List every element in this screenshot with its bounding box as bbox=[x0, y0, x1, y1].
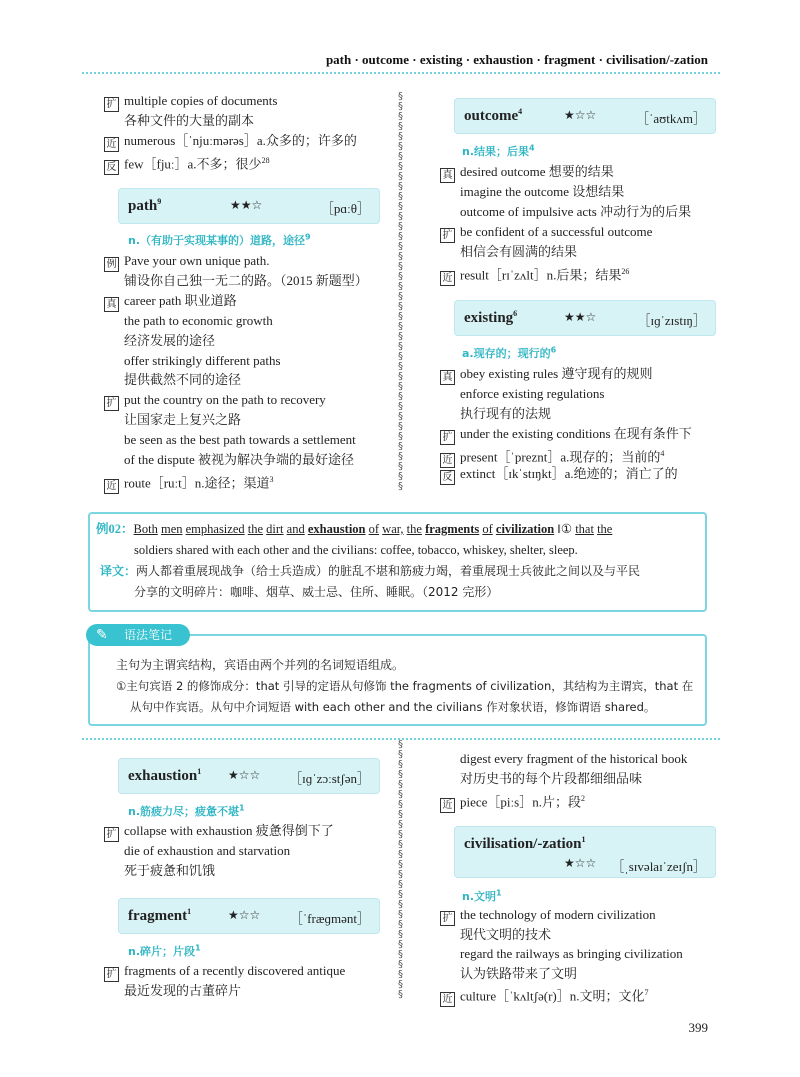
separator-glyph: § bbox=[398, 211, 403, 222]
separator-glyph: § bbox=[398, 869, 403, 880]
entry-line bbox=[440, 163, 614, 183]
entry-line bbox=[440, 945, 683, 963]
separator-glyph: § bbox=[398, 341, 403, 352]
entry-tag: 扩 bbox=[440, 228, 455, 243]
entry-line bbox=[440, 405, 551, 423]
part-of-speech-fragment: n.碎片；片段$^1$ bbox=[128, 943, 201, 958]
word-box-fragment bbox=[118, 898, 380, 934]
separator-glyph: § bbox=[398, 769, 403, 780]
separator-glyph: § bbox=[398, 141, 403, 152]
entry-line bbox=[440, 965, 577, 983]
section-divider bbox=[82, 738, 720, 740]
entry-line bbox=[104, 862, 215, 880]
phonetic: ［ɪɡˈzɪstɪŋ］ bbox=[637, 313, 706, 328]
word-title: fragment$^1$ bbox=[128, 907, 192, 924]
separator-glyph: § bbox=[398, 91, 403, 102]
entry-line bbox=[440, 425, 692, 445]
separator-glyph: § bbox=[398, 799, 403, 810]
grammar-note-tab: ✎ 语法笔记 bbox=[86, 624, 190, 646]
entry-line bbox=[104, 431, 356, 449]
entry-text: extinct［ɪkˈstɪŋkt］a.绝迹的；消亡了的 bbox=[460, 466, 678, 481]
entry-text: offer strikingly different paths bbox=[124, 352, 281, 368]
word-title: path$^9$ bbox=[128, 197, 162, 214]
separator-glyph: § bbox=[398, 311, 403, 322]
entry-text: 对历史书的每个片段都细细品味 bbox=[460, 771, 643, 786]
entry-text: 让国家走上复兴之路 bbox=[124, 412, 242, 428]
entry-text: 现代文明的技术 bbox=[460, 926, 552, 942]
entry-superscript: 26 bbox=[621, 267, 630, 276]
entry-text: culture［ˈkʌltʃə(r)］n.文明；文化 bbox=[460, 988, 645, 1004]
entry-text: be confident of a successful outcome bbox=[460, 224, 653, 239]
entry-text: fragments of a recently discovered antique bbox=[124, 963, 346, 978]
separator-glyph: § bbox=[398, 909, 403, 920]
separator-glyph: § bbox=[398, 809, 403, 820]
separator-glyph: § bbox=[398, 481, 403, 492]
separator-glyph: § bbox=[398, 291, 403, 302]
separator-glyph: § bbox=[398, 301, 403, 312]
column-separator-bottom bbox=[398, 740, 406, 1000]
example-translation-line-2: 分享的文明碎片：咖啡、烟草、威士忌、住所、睡眠。（2012 完形） bbox=[134, 585, 499, 599]
entry-text: desired outcome 想要的结果 bbox=[460, 164, 614, 179]
entry-text: under the existing conditions 在现有条件下 bbox=[460, 426, 692, 441]
separator-glyph: § bbox=[398, 839, 403, 850]
entry-line bbox=[440, 926, 551, 944]
separator-glyph: § bbox=[398, 979, 403, 990]
example-translation-line-1: 译文：两人都着重展现战争（给士兵造成）的脏乱不堪和筋疲力竭，着重展现士兵彼此之间以及与平民 bbox=[100, 564, 641, 578]
separator-glyph: § bbox=[398, 331, 403, 342]
entry-text: enforce existing regulations bbox=[460, 386, 605, 401]
entry-line bbox=[104, 962, 345, 982]
separator-glyph: § bbox=[398, 281, 403, 292]
separator-glyph: § bbox=[398, 221, 403, 232]
entry-line bbox=[440, 984, 648, 1007]
word-box-civilisation bbox=[454, 826, 716, 878]
star-rating: ★☆☆ bbox=[228, 768, 261, 782]
entry-line bbox=[104, 471, 274, 494]
entry-text: 认为铁路带来了文明 bbox=[460, 965, 578, 981]
entry-text: the technology of modern civilization bbox=[460, 907, 656, 922]
separator-glyph: § bbox=[398, 759, 403, 770]
entry-text: route［ruːt］n.途径；渠道 bbox=[124, 475, 270, 491]
entry-line bbox=[440, 465, 678, 485]
entry-text: collapse with exhaustion 疲惫得倒下了 bbox=[124, 823, 334, 838]
entry-line bbox=[440, 790, 585, 813]
page-number: 399 bbox=[688, 1020, 708, 1035]
word-box-outcome bbox=[454, 98, 716, 134]
star-rating: ★★☆ bbox=[564, 310, 597, 324]
entry-line bbox=[440, 365, 652, 385]
entry-tag: 真 bbox=[440, 168, 455, 183]
entry-superscript: 4 bbox=[660, 449, 665, 458]
entry-text: few［fjuː］a.不多；很少 bbox=[124, 156, 262, 172]
entry-line bbox=[104, 451, 354, 469]
entry-superscript: 7 bbox=[644, 988, 649, 997]
entry-tag: 例 bbox=[104, 257, 119, 272]
entry-tag: 扩 bbox=[104, 97, 119, 112]
phonetic: ［ˈaʊtkʌm］ bbox=[636, 111, 706, 126]
entry-text: put the country on the path to recovery bbox=[124, 392, 326, 408]
entry-text: result［rɪˈzʌlt］n.后果；结果 bbox=[460, 267, 622, 283]
phonetic: ［pɑːθ］ bbox=[320, 201, 370, 216]
separator-glyph: § bbox=[398, 251, 403, 262]
separator-glyph: § bbox=[398, 131, 403, 142]
separator-glyph: § bbox=[398, 431, 403, 442]
phonetic: ［ˈfræɡmənt］ bbox=[289, 911, 370, 926]
word-box-exhaustion bbox=[118, 758, 380, 794]
word-box-path bbox=[118, 188, 380, 224]
star-rating: ★★☆ bbox=[230, 198, 263, 212]
example-english-line-2: soldiers shared with each other and the civilians: coffee, tobacco, whiskey, shelter, sleep. bbox=[134, 543, 578, 557]
entry-superscript: 28 bbox=[261, 156, 270, 165]
separator-glyph: § bbox=[398, 171, 403, 182]
separator-glyph: § bbox=[398, 351, 403, 362]
entry-line bbox=[104, 92, 277, 112]
entry-tag: 近 bbox=[440, 271, 455, 286]
entry-line bbox=[104, 112, 254, 130]
phonetic: ［ˌsɪvəlaɪˈzeɪʃn］ bbox=[611, 859, 706, 874]
entry-superscript: 3 bbox=[269, 474, 274, 484]
entry-tag: 扩 bbox=[104, 396, 119, 411]
entry-line bbox=[440, 183, 624, 201]
separator-glyph: § bbox=[398, 989, 403, 1000]
entry-tag: 反 bbox=[440, 470, 455, 485]
entry-superscript: 2 bbox=[580, 794, 585, 803]
entry-line bbox=[440, 243, 577, 261]
separator-glyph: § bbox=[398, 461, 403, 472]
pen-icon: ✎ bbox=[96, 627, 108, 643]
separator-glyph: § bbox=[398, 849, 403, 860]
separator-glyph: § bbox=[398, 789, 403, 800]
entry-line bbox=[104, 152, 270, 175]
entry-text: imagine the outcome 设想结果 bbox=[460, 184, 625, 199]
entry-tag: 扩 bbox=[104, 827, 119, 842]
separator-glyph: § bbox=[398, 969, 403, 980]
separator-glyph: § bbox=[398, 749, 403, 760]
entry-text: multiple copies of documents bbox=[124, 93, 278, 108]
separator-glyph: § bbox=[398, 241, 403, 252]
entry-text: obey existing rules 遵守现有的规则 bbox=[460, 366, 653, 381]
entry-text: present［ˈpreznt］a.现存的；当前的 bbox=[460, 449, 661, 465]
entry-line bbox=[104, 391, 326, 411]
example-english-line-1: 例02：Both men emphasized the dirt and exhaustion of war, the fragments of civilization ‖① that the bbox=[96, 522, 613, 536]
entry-text: 经济发展的途径 bbox=[124, 332, 216, 348]
entry-line bbox=[104, 272, 368, 290]
entry-line bbox=[104, 132, 357, 152]
word-title: civilisation/-zation$^1$ bbox=[464, 835, 586, 852]
entry-text: numerous［ˈnjuːmərəs］a.众多的；许多的 bbox=[124, 133, 357, 148]
separator-glyph: § bbox=[398, 401, 403, 412]
separator-glyph: § bbox=[398, 371, 403, 382]
running-header: path · outcome · existing · exhaustion · fragment · civilisation/-zation bbox=[325, 52, 708, 67]
separator-glyph: § bbox=[398, 889, 403, 900]
entry-text: Pave your own unique path. bbox=[124, 253, 270, 268]
entry-line bbox=[440, 203, 691, 221]
entry-text: regard the railways as bringing civilization bbox=[460, 946, 683, 961]
separator-glyph: § bbox=[398, 939, 403, 950]
separator-glyph: § bbox=[398, 191, 403, 202]
entry-line bbox=[440, 385, 604, 403]
separator-glyph: § bbox=[398, 819, 403, 830]
entry-text: 相信会有圆满的结果 bbox=[460, 244, 578, 259]
separator-glyph: § bbox=[398, 929, 403, 940]
entry-line bbox=[104, 822, 334, 842]
separator-glyph: § bbox=[398, 381, 403, 392]
entry-tag: 近 bbox=[440, 992, 455, 1007]
entry-line bbox=[104, 292, 237, 312]
part-of-speech-path: n.（有助于实现某事的）道路，途径$^9$ bbox=[128, 232, 311, 247]
separator-glyph: § bbox=[398, 181, 403, 192]
part-of-speech-outcome: n.结果；后果$^4$ bbox=[462, 143, 535, 158]
entry-text: 提供截然不同的途径 bbox=[124, 372, 242, 388]
entry-text: of the dispute 被视为解决争端的最好途径 bbox=[124, 452, 355, 467]
separator-glyph: § bbox=[398, 451, 403, 462]
separator-glyph: § bbox=[398, 361, 403, 372]
entry-text: piece［piːs］n.片；段 bbox=[460, 794, 581, 810]
entry-line bbox=[104, 332, 215, 350]
entry-text: die of exhaustion and starvation bbox=[124, 843, 291, 858]
example-english-text: Both men emphasized the dirt and exhaustion of war, the fragments of civilization ‖① that the bbox=[133, 522, 613, 536]
entry-line bbox=[104, 252, 270, 272]
entry-text: digest every fragment of the historical book bbox=[460, 751, 688, 766]
separator-glyph: § bbox=[398, 161, 403, 172]
separator-glyph: § bbox=[398, 151, 403, 162]
separator-glyph: § bbox=[398, 271, 403, 282]
entry-line bbox=[440, 263, 629, 286]
part-of-speech-civilisation: n.文明$^1$ bbox=[462, 888, 502, 903]
phonetic: ［ɪɡˈzɔːstʃən］ bbox=[289, 771, 370, 786]
entry-line bbox=[104, 982, 241, 1000]
entry-tag: 扩 bbox=[104, 967, 119, 982]
entry-line bbox=[104, 352, 281, 370]
entry-line bbox=[104, 411, 241, 429]
separator-glyph: § bbox=[398, 829, 403, 840]
entry-tag: 扩 bbox=[440, 911, 455, 926]
part-of-speech-existing: a.现存的；现行的$^6$ bbox=[462, 345, 557, 360]
word-title: existing$^6$ bbox=[464, 309, 518, 326]
entry-tag: 反 bbox=[104, 160, 119, 175]
separator-glyph: § bbox=[398, 201, 403, 212]
header-divider bbox=[82, 72, 720, 74]
entry-text: the path to economic growth bbox=[124, 312, 273, 328]
word-title: exhaustion$^1$ bbox=[128, 767, 202, 784]
part-of-speech-exhaustion: n.筋疲力尽；疲惫不堪$^1$ bbox=[128, 803, 245, 818]
word-title: outcome$^4$ bbox=[464, 107, 523, 124]
separator-glyph: § bbox=[398, 441, 403, 452]
entry-tag: 近 bbox=[440, 453, 455, 468]
separator-glyph: § bbox=[398, 411, 403, 422]
separator-glyph: § bbox=[398, 899, 403, 910]
star-rating: ★☆☆ bbox=[564, 108, 597, 122]
grammar-line-3: 从句中作宾语。从句中介词短语 with each other and the civilians 作对象状语，修饰谓语 shared。 bbox=[130, 700, 656, 714]
entry-line bbox=[440, 223, 652, 243]
entry-text: outcome of impulsive acts 冲动行为的后果 bbox=[460, 204, 692, 219]
separator-glyph: § bbox=[398, 101, 403, 112]
entry-tag: 扩 bbox=[440, 430, 455, 445]
entry-text: 最近发现的古董碎片 bbox=[124, 983, 242, 998]
separator-glyph: § bbox=[398, 121, 403, 132]
separator-glyph: § bbox=[398, 321, 403, 332]
entry-text: 各种文件的大量的副本 bbox=[124, 113, 255, 128]
grammar-line-1: 主句为主谓宾结构，宾语由两个并列的名词短语组成。 bbox=[116, 658, 405, 672]
entry-text: 死于疲惫和饥饿 bbox=[124, 863, 216, 878]
entry-text: be seen as the best path towards a settlement bbox=[124, 432, 356, 448]
separator-glyph: § bbox=[398, 391, 403, 402]
entry-line bbox=[104, 312, 273, 330]
star-rating: ★☆☆ bbox=[564, 856, 597, 870]
separator-glyph: § bbox=[398, 739, 403, 750]
entry-text: career path 职业道路 bbox=[124, 292, 237, 308]
separator-glyph: § bbox=[398, 949, 403, 960]
entry-tag: 真 bbox=[104, 297, 119, 312]
separator-glyph: § bbox=[398, 879, 403, 890]
separator-glyph: § bbox=[398, 111, 403, 122]
separator-glyph: § bbox=[398, 859, 403, 870]
entry-line bbox=[104, 371, 241, 389]
word-box-existing bbox=[454, 300, 716, 336]
separator-glyph: § bbox=[398, 471, 403, 482]
entry-line bbox=[440, 906, 656, 926]
entry-line bbox=[440, 750, 687, 768]
entry-tag: 真 bbox=[440, 370, 455, 385]
entry-text: 铺设你自己独一无二的路。（2015 新题型） bbox=[124, 272, 368, 288]
separator-glyph: § bbox=[398, 261, 403, 272]
separator-glyph: § bbox=[398, 231, 403, 242]
entry-line bbox=[104, 842, 290, 860]
grammar-line-2: ①主句宾语 2 的修饰成分：that 引导的定语从句修饰 the fragments of civilization，其结构为主谓宾，that 在 bbox=[116, 679, 694, 693]
separator-glyph: § bbox=[398, 959, 403, 970]
entry-tag: 近 bbox=[104, 479, 119, 494]
entry-text: 执行现有的法规 bbox=[460, 406, 552, 421]
separator-glyph: § bbox=[398, 421, 403, 432]
separator-glyph: § bbox=[398, 919, 403, 930]
entry-line bbox=[440, 770, 642, 788]
star-rating: ★☆☆ bbox=[228, 908, 261, 922]
separator-glyph: § bbox=[398, 779, 403, 790]
entry-tag: 近 bbox=[104, 137, 119, 152]
entry-tag: 近 bbox=[440, 798, 455, 813]
column-separator-top bbox=[398, 92, 406, 492]
